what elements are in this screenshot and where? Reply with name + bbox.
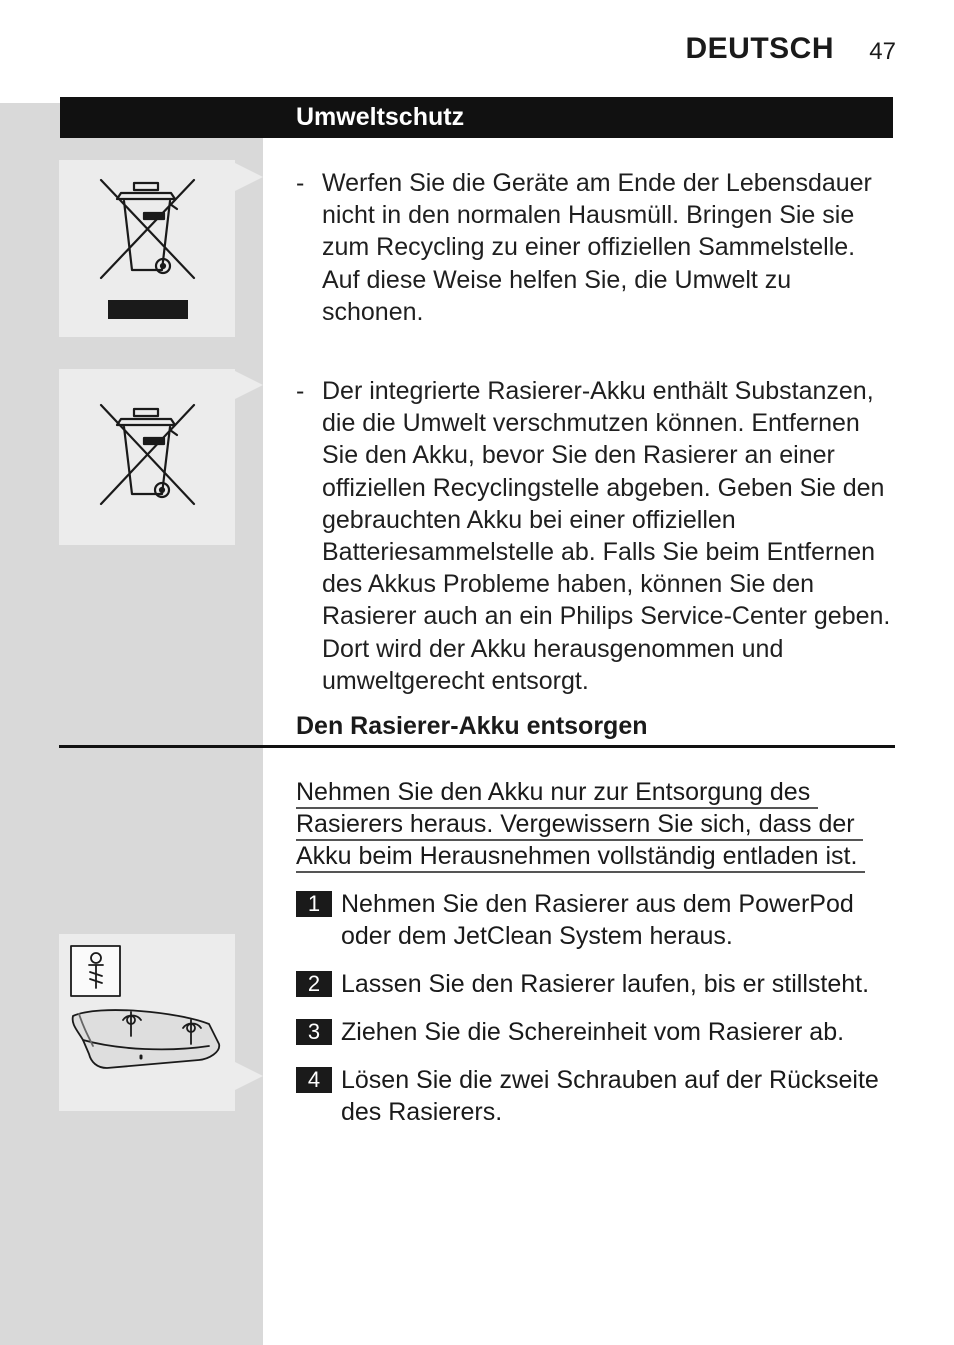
step-text-1: Nehmen Sie den Rasierer aus dem PowerPod oder dem JetClean System heraus. xyxy=(341,890,854,950)
step-number-3: 3 xyxy=(296,1019,332,1045)
warning-line-3: Akku beim Herausnehmen vollständig entladen ist. xyxy=(296,841,865,873)
language-heading: DEUTSCH xyxy=(685,32,834,65)
recycling-illustration-1 xyxy=(59,160,235,337)
illustration-pointer-3 xyxy=(235,1062,263,1090)
section-divider xyxy=(59,745,895,748)
crossed-out-wheelie-bin-icon xyxy=(59,369,235,545)
crossed-out-wheelie-bin-icon xyxy=(59,160,235,337)
illustration-pointer-2 xyxy=(235,371,263,399)
step-number-2: 2 xyxy=(296,971,332,997)
environment-paragraph-2: Der integrierte Rasierer-Akku enthält Substanzen, die die Umwelt verschmutzen können. Entfernen Sie den Akku, bevor Sie den Rasierer an einer offiziellen Recyclingstelle abgeben. Geben Sie den gebrauchten Akku bei einer offiziellen Batteriesammelstelle ab. Falls Sie beim Entfernen des Akkus Probleme haben, können Sie den Rasierer auch an ein Philips Service-Center geben. Dort wird der Akku herausgenommen und umweltgerecht entsorgt. xyxy=(322,377,891,695)
warning-line-2: Rasierers heraus. Vergewissern Sie sich, dass der xyxy=(296,809,863,841)
illustration-pointer-1 xyxy=(235,163,263,191)
environment-paragraph-1: Werfen Sie die Geräte am Ende der Lebensdauer nicht in den normalen Hausmüll. Bringen Sie sie zum Recycling zu einer offiziellen Sammelstelle. Auf diese Weise helfen Sie, die Umwelt zu schonen. xyxy=(322,169,872,326)
step-text-3: Ziehen Sie die Schereinheit vom Rasierer ab. xyxy=(341,1018,845,1046)
warning-line-1: Nehmen Sie den Akku nur zur Entsorgung des xyxy=(296,777,818,809)
step-number-4: 4 xyxy=(296,1067,332,1093)
page-number: 47 xyxy=(869,38,896,65)
step-number-1: 1 xyxy=(296,891,332,917)
recycling-illustration-2 xyxy=(59,369,235,545)
shaver-back-screws-icon xyxy=(59,934,235,1111)
list-bullet: - xyxy=(296,377,305,405)
step-text-4: Lösen Sie die zwei Schrauben auf der Rückseite des Rasierers. xyxy=(341,1066,879,1126)
disposal-heading: Den Rasierer-Akku entsorgen xyxy=(296,712,648,740)
section-title: Umweltschutz xyxy=(296,103,465,131)
list-bullet: - xyxy=(296,169,305,197)
shaver-illustration xyxy=(59,934,235,1111)
section-title-bar xyxy=(60,97,893,138)
step-text-2: Lassen Sie den Rasierer laufen, bis er stillsteht. xyxy=(341,970,870,998)
